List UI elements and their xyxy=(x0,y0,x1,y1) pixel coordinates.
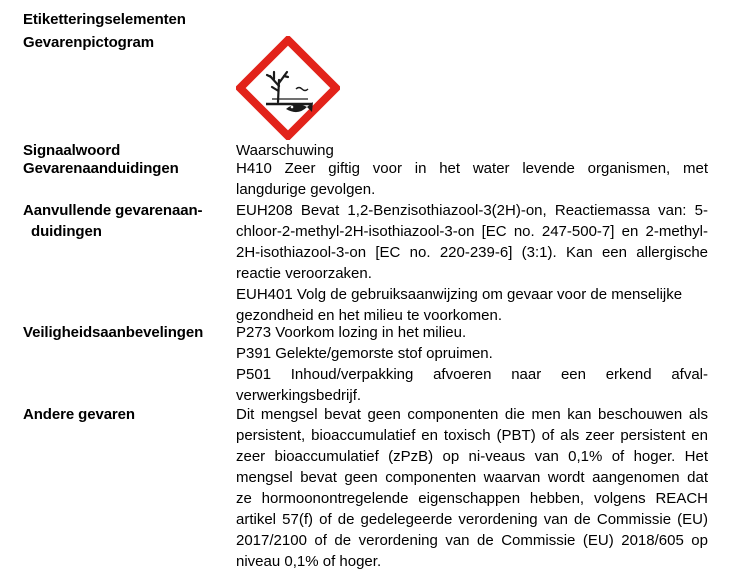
signal-word-value: Waarschuwing xyxy=(236,142,334,159)
text-line: chloor-2-methyl-2H-isothiazool-3-on [EC no. 247-500-7] en 2-methyl- xyxy=(236,223,708,240)
text-line: gezondheid en het milieu te voorkomen. xyxy=(236,307,503,324)
text-line: niveau 0,1% of hoger. xyxy=(236,553,382,570)
precautionary-text xyxy=(236,322,708,406)
text-line: P501 Inhoud/verpakking afvoeren naar een erkend afval- xyxy=(236,366,708,383)
text-line: H410 Zeer giftig voor in het water levende organismen, met xyxy=(236,160,708,177)
text-line: reactie veroorzaken. xyxy=(236,265,372,282)
label-line: Aanvullende gevarenaan- xyxy=(23,202,203,219)
signal-word-label: Signaalwoord xyxy=(23,142,121,159)
text-line: Dit mengsel bevat geen componenten die men kan beschouwen als xyxy=(236,406,708,423)
precautionary-label: Veiligheidsaanbevelingen xyxy=(23,324,204,341)
hazard-statements-text xyxy=(236,158,708,200)
supplemental-hazard-label xyxy=(23,200,202,242)
text-line: P391 Gelekte/gemorste stof opruimen. xyxy=(236,345,493,362)
pictogram-heading: Gevarenpictogram xyxy=(23,34,154,51)
environment-hazard-icon xyxy=(236,36,340,140)
text-line: persistent, bioaccumulatief en toxisch (PBT) of als zeer persistent en xyxy=(236,427,708,444)
label-line: duidingen xyxy=(31,223,102,240)
supplemental-hazard-text xyxy=(236,200,708,326)
text-line: langdurige gevolgen. xyxy=(236,181,376,198)
text-line: 2017/2100 of de verordening van de Commissie (EU) 2018/605 op xyxy=(236,532,708,549)
text-line: artikel 57(f) of de gedelegeerde verordening van de Commissie (EU) xyxy=(236,511,708,528)
text-line: EUH401 Volg de gebruiksaanwijzing om gevaar voor de menselijke xyxy=(236,286,683,303)
text-line: P273 Voorkom lozing in het milieu. xyxy=(236,324,467,341)
text-line: verwerkingsbedrijf. xyxy=(236,387,362,404)
other-hazards-label: Andere gevaren xyxy=(23,406,135,423)
text-line: 2H-isothiazool-3-on [EC no. 220-239-6] (3:1). Kan een allergische xyxy=(236,244,708,261)
text-line: EUH208 Bevat 1,2-Benzisothiazool-3(2H)-on, Reactiemassa van: 5- xyxy=(236,202,708,219)
other-hazards-text xyxy=(236,404,708,572)
text-line: ze hormoonontregelende eigenschappen hebben, volgens REACH xyxy=(236,490,708,507)
text-line: zeer bioaccumulatief (zPzB) op ni-veaus van 0,1% of hoger. Het xyxy=(236,448,708,465)
hazard-statements-label: Gevarenaanduidingen xyxy=(23,160,179,177)
text-line: mengsel bevat geen componenten waarvan wordt aangenomen dat xyxy=(236,469,708,486)
section-title: Etiketteringselementen xyxy=(23,11,186,28)
